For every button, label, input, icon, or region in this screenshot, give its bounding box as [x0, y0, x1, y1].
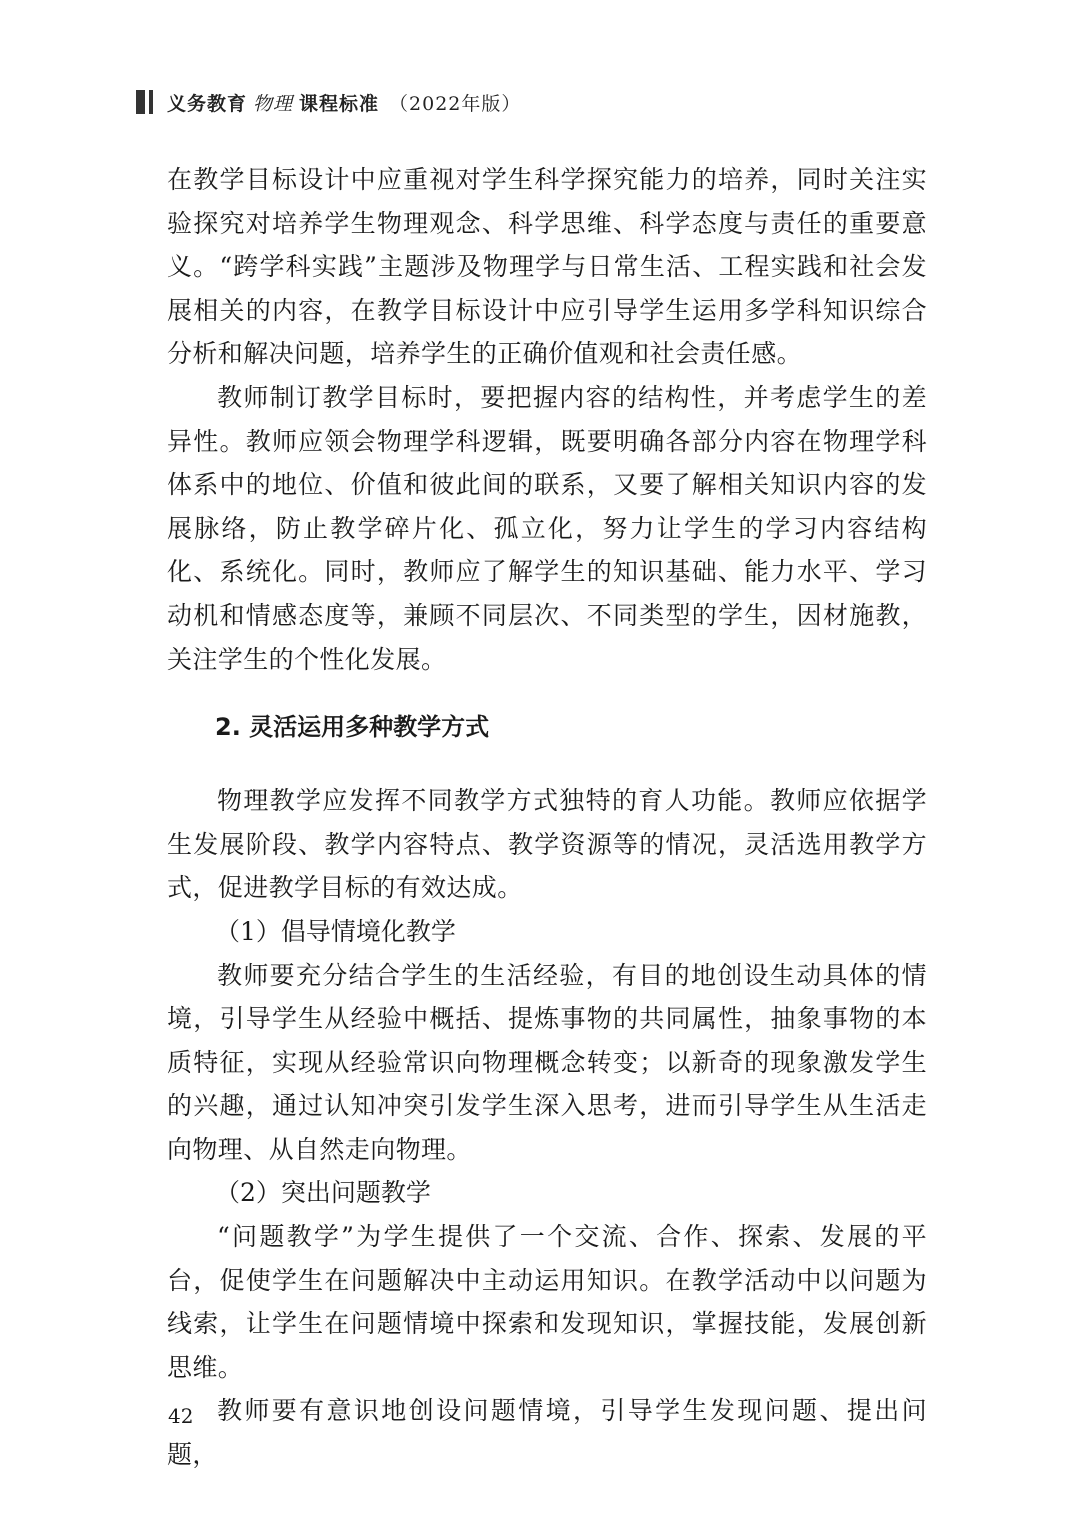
subsection-1-title: （1）倡导情境化教学: [215, 916, 456, 946]
header-subject: 物理: [253, 92, 294, 115]
subsection-2-title: （2）突出问题教学: [215, 1178, 431, 1208]
header-bar-icon: [136, 90, 153, 114]
header-prefix: 义务教育: [167, 92, 248, 115]
page-body: [167, 158, 927, 1477]
paragraph-teaching-goals: 教师制订教学目标时，要把握内容的结构性，并考虑学生的差异性。教师应领会物理学科逻辑，既要明确各部分内容在物理学科体系中的地位、价值和彼此间的联系，又要了解相关知识内容的发展脉络，防止教学碎片化、孤立化，努力让学生的学习内容结构化、系统化。同时，教师应了解学生的知识基础、能力水平、学习动机和情感态度等，兼顾不同层次、不同类型的学生，因材施教，关注学生的个性化发展。: [167, 382, 927, 674]
header-title: [167, 89, 521, 116]
page-number: 42: [168, 1404, 194, 1428]
subsection-1-body: 教师要充分结合学生的生活经验，有目的地创设生动具体的情境，引导学生从经验中概括、提炼事物的共同属性，抽象事物的本质特征，实现从经验常识向物理概念转变；以新奇的现象激发学生的兴趣，通过认知冲突引发学生深入思考，进而引导学生从生活走向物理、从自然走向物理。: [167, 960, 927, 1164]
running-header: [136, 88, 521, 116]
paragraph-continued: 在教学目标设计中应重视对学生科学探究能力的培养，同时关注实验探究对培养学生物理观念、科学思维、科学态度与责任的重要意义。“跨学科实践”主题涉及物理学与日常生活、工程实践和社会发展相关的内容，在教学目标设计中应引导学生运用多学科知识综合分析和解决问题，培养学生的正确价值观和社会责任感。: [167, 165, 927, 369]
section-title: 2. 灵活运用多种教学方式: [215, 713, 490, 742]
subsection-2-body-2: 教师要有意识地创设问题情境，引导学生发现问题、提出问题，: [167, 1396, 927, 1470]
header-suffix: 课程标准: [299, 92, 380, 115]
header-edition: （2022年版）: [389, 92, 522, 115]
section-intro: 物理教学应发挥不同教学方式独特的育人功能。教师应依据学生发展阶段、教学内容特点、教学资源等的情况，灵活选用教学方式，促进教学目标的有效达成。: [167, 786, 927, 903]
subsection-2-body-1: “问题教学”为学生提供了一个交流、合作、探索、发展的平台，促使学生在问题解决中主动运用知识。在教学活动中以问题为线索，让学生在问题情境中探索和发现知识，掌握技能，发展创新思维。: [167, 1222, 927, 1382]
